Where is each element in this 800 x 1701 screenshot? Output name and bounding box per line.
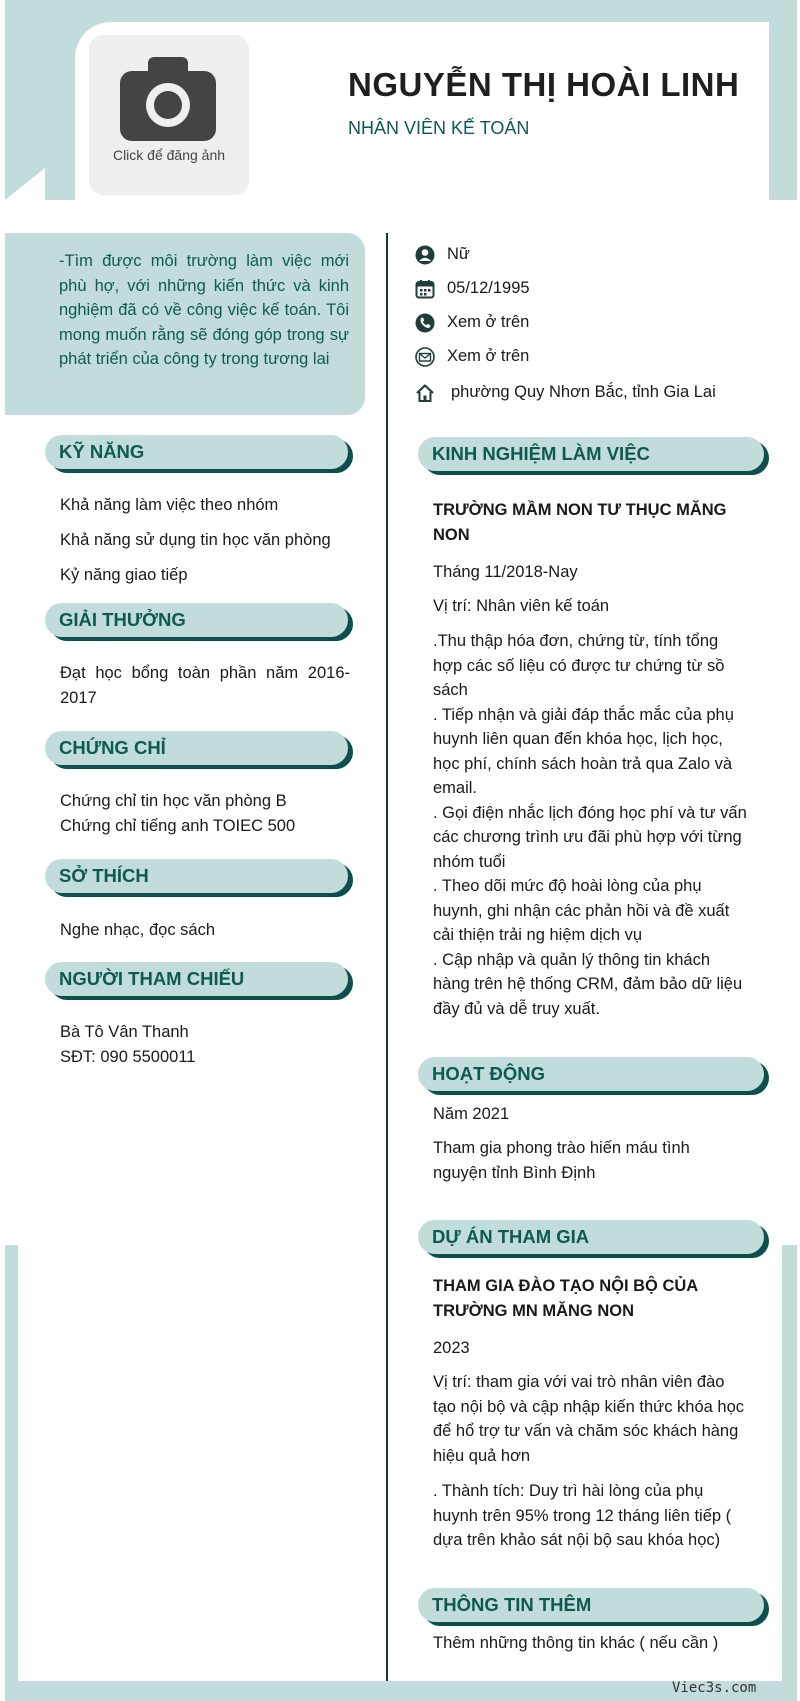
project-achievement: . Thành tích: Duy trì hài lòng của phụ huynh trên 95% trong 12 tháng liên tiếp ( dựa trên khảo sát nội bộ sau khóa học) (433, 1482, 732, 1549)
awards-heading (45, 603, 348, 637)
activities-title: HOẠT ĐỘNG (432, 1063, 546, 1084)
extra-info-text: Thêm những thông tin khác ( nếu cần ) (433, 1634, 719, 1652)
skills-heading (45, 435, 348, 469)
candidate-name: NGUYỄN THỊ HOÀI LINH (348, 66, 740, 103)
project-role: Vị trí: tham gia với vai trò nhân viên đào tạo nội bộ và cập nhập kiến thức khóa học để hổ trợ tư vấn và chăm sóc khách hàng hiệu quả hơn (433, 1373, 745, 1465)
hobbies-heading (45, 859, 348, 893)
experience-duties (433, 629, 751, 1021)
reference-name: Bà Tô Vân Thanh (60, 1023, 189, 1041)
gender-value: Nữ (447, 245, 470, 263)
certificates-heading (45, 731, 348, 765)
calendar-icon (415, 279, 435, 299)
projects-heading (418, 1220, 764, 1254)
objective-text: -Tìm được môi trường làm việc mới phù hợ, với những kiến thức và kinh nghiệm đã có về công việc kế toán. Tôi mong muốn rằng sẽ đóng góp trong sự phát triển của công ty trong tương lai (59, 252, 349, 368)
mail-icon (415, 347, 435, 367)
award-text: Đạt học bổng toàn phần năm 2016-2017 (60, 664, 350, 707)
camera-icon (120, 57, 216, 141)
activity-year: Năm 2021 (433, 1105, 510, 1123)
activity-text: Tham gia phong trào hiến máu tình nguyện tỉnh Bình Định (433, 1139, 690, 1182)
reference-phone: SĐT: 090 5500011 (60, 1048, 196, 1066)
frame-right-bar (782, 1245, 797, 1681)
phone-value: Xem ở trên (447, 313, 530, 331)
duty-item: . Cập nhập và quản lý thông tin khách hàng trên hệ thống CRM, đảm bảo dữ liệu đầy đủ và dễ truy xuất. (433, 950, 743, 1018)
photo-upload[interactable] (89, 35, 249, 195)
activities-heading (418, 1057, 764, 1091)
hobbies-text: Nghe nhạc, đọc sách (60, 921, 216, 939)
hobbies-title: SỞ THÍCH (59, 865, 149, 886)
extra-info-title: THÔNG TIN THÊM (432, 1594, 592, 1615)
certificate-item: Chứng chỉ tiếng anh TOIEC 500 (60, 817, 296, 835)
column-divider (386, 233, 388, 1681)
extra-info-heading (418, 1588, 764, 1622)
experience-company: TRƯỜNG MẦM NON TƯ THỤC MĂNG NON (433, 501, 727, 544)
experience-title: KINH NGHIỆM LÀM VIỆC (432, 443, 650, 464)
skill-item: Khả năng làm việc theo nhóm (60, 496, 279, 514)
footer-watermark: Viec3s.com (672, 1680, 757, 1696)
duty-item: . Theo dõi mức độ hoài lòng của phụ huynh, ghi nhận các phản hồi và đề xuất cải thiện trải ng hiệm dịch vụ (433, 877, 730, 944)
phone-icon (415, 313, 435, 333)
email-value: Xem ở trên (447, 347, 530, 365)
dob-value: 05/12/1995 (447, 279, 530, 297)
references-heading (45, 962, 348, 996)
address-value: phường Quy Nhơn Bắc, tỉnh Gia Lai (451, 383, 716, 401)
experience-position: Vị trí: Nhân viên kế toán (433, 597, 610, 615)
project-name: THAM GIA ĐÀO TẠO NỘI BỘ CỦA TRƯỜNG MN MĂNG NON (433, 1277, 698, 1320)
skill-item: Kỷ năng giao tiếp (60, 566, 188, 584)
duty-item: . Gọi điện nhắc lịch đóng học phí và tư vấn các chương trình ưu đãi phù hợp với từng nhóm tuổi (433, 803, 747, 871)
awards-title: GIẢI THƯỞNG (59, 609, 186, 630)
job-title: NHÂN VIÊN KẾ TOÁN (348, 118, 530, 138)
references-title: NGƯỜI THAM CHIẾU (59, 968, 245, 989)
frame-left-bar (5, 1245, 18, 1681)
career-objective (5, 233, 365, 415)
projects-title: DỰ ÁN THAM GIA (432, 1226, 590, 1247)
experience-period: Tháng 11/2018-Nay (433, 563, 578, 581)
project-year: 2023 (433, 1339, 470, 1357)
duty-item: .Thu thập hóa đơn, chứng từ, tính tổng hợp các số liệu có được tư chứng từ sồ sách (433, 632, 725, 699)
certificates-title: CHỨNG CHỈ (59, 737, 166, 758)
skill-item: Khả năng sử dụng tin học văn phòng (60, 531, 331, 549)
photo-caption: Click để đăng ảnh (112, 147, 226, 163)
skills-title: KỸ NĂNG (59, 441, 145, 462)
experience-heading (418, 437, 764, 471)
certificate-item: Chứng chỉ tin học văn phòng B (60, 792, 287, 810)
duty-item: . Tiếp nhận và giải đáp thắc mắc của phụ huynh liên quan đến khóa học, lịch học, học phí, chính sách hoàn trả qua Zalo và email. (433, 705, 734, 797)
header-notch (5, 168, 45, 200)
user-icon (415, 245, 435, 265)
home-icon (415, 383, 435, 403)
